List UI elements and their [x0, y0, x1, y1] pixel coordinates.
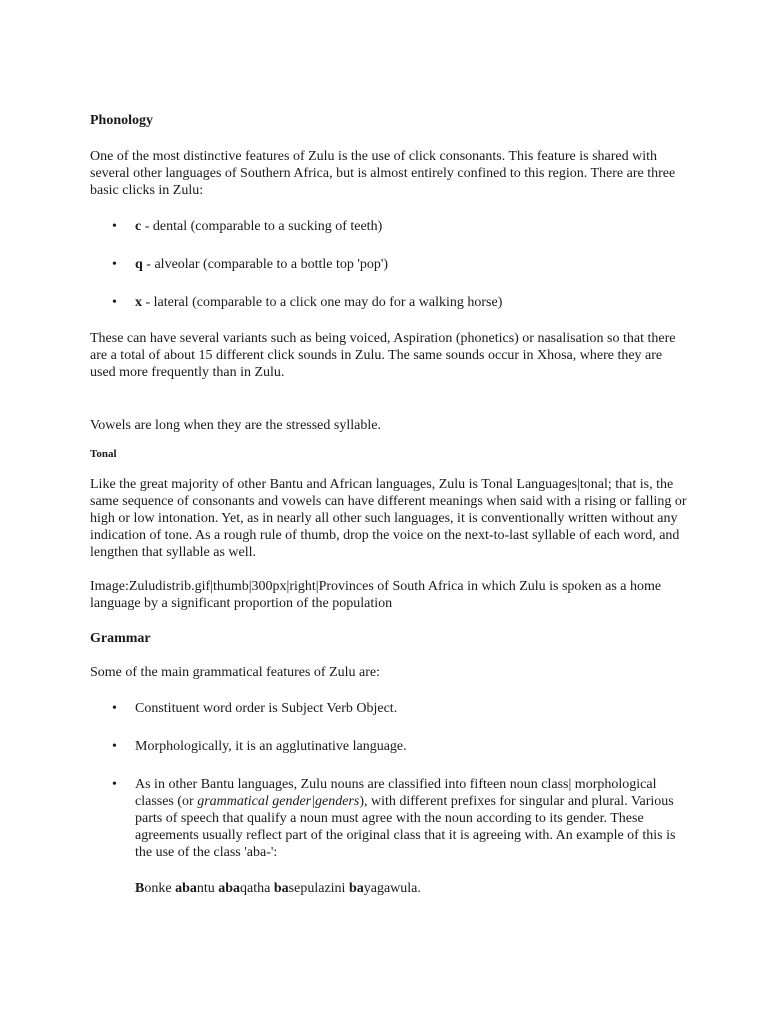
list-item-click-c: • c - dental (comparable to a sucking of teeth) — [90, 218, 690, 235]
section-heading-tonal: Tonal — [90, 448, 117, 460]
vowels-paragraph: Vowels are long when they are the stressed syllable. — [90, 418, 381, 433]
image-caption-paragraph: Image:Zuludistrib.gif|thumb|300px|right|Provinces of South Africa in which Zulu is spoken as a home language by a significant proportion of the population — [90, 579, 662, 611]
list-item-morphology: • Morphologically, it is an agglutinative language. — [90, 738, 690, 755]
tonal-paragraph: Like the great majority of other Bantu and African languages, Zulu is Tonal Languages|tonal; that is, the same sequence of consonants and vowels can have different meanings when said with a rising or falling or high or low intonation. Yet, as in nearly all other such languages, it is conventionally written without any indication of tone. As a rough rule of thumb, drop the voice on the next-to-last syllable of each word, and lengthen that syllable as well. — [90, 477, 687, 560]
list-item-click-q: • q - alveolar (comparable to a bottle top 'pop') — [90, 256, 690, 273]
section-heading-phonology: Phonology — [90, 113, 154, 128]
phonology-intro-paragraph: One of the most distinctive features of Zulu is the use of click consonants. This feature is shared with several other languages of Southern Africa, but is almost entirely confined to this region. There are three basic clicks in Zulu: — [90, 149, 676, 198]
section-heading-grammar: Grammar — [90, 631, 151, 646]
list-item-word-order: • Constituent word order is Subject Verb Object. — [90, 700, 690, 717]
grammar-intro-paragraph: Some of the main grammatical features of Zulu are: — [90, 665, 381, 680]
list-item-noun-classes: • As in other Bantu languages, Zulu nouns are classified into fifteen noun class| morphological classes (or grammatical gender|genders), with different prefixes for singular and plural. Various parts of speech that qualify a noun must agree with the noun according to its gender. These agreements usually reflect part of the original class that it is agreeing with. An example of this is the use of the class 'aba-': — [90, 776, 690, 861]
example-sentence: Bonke abantu abaqatha basepulazini bayagawula. — [135, 881, 421, 896]
click-variants-paragraph: These can have several variants such as being voiced, Aspiration (phonetics) or nasalisation so that there are a total of about 15 different click sounds in Zulu. The same sounds occur in Xhosa, where they are used more frequently than in Zulu. — [90, 331, 676, 380]
grammar-feature-list — [90, 700, 690, 861]
document-page — [90, 112, 690, 897]
click-list — [90, 218, 690, 311]
list-item-click-x: • x - lateral (comparable to a click one may do for a walking horse) — [90, 294, 690, 311]
